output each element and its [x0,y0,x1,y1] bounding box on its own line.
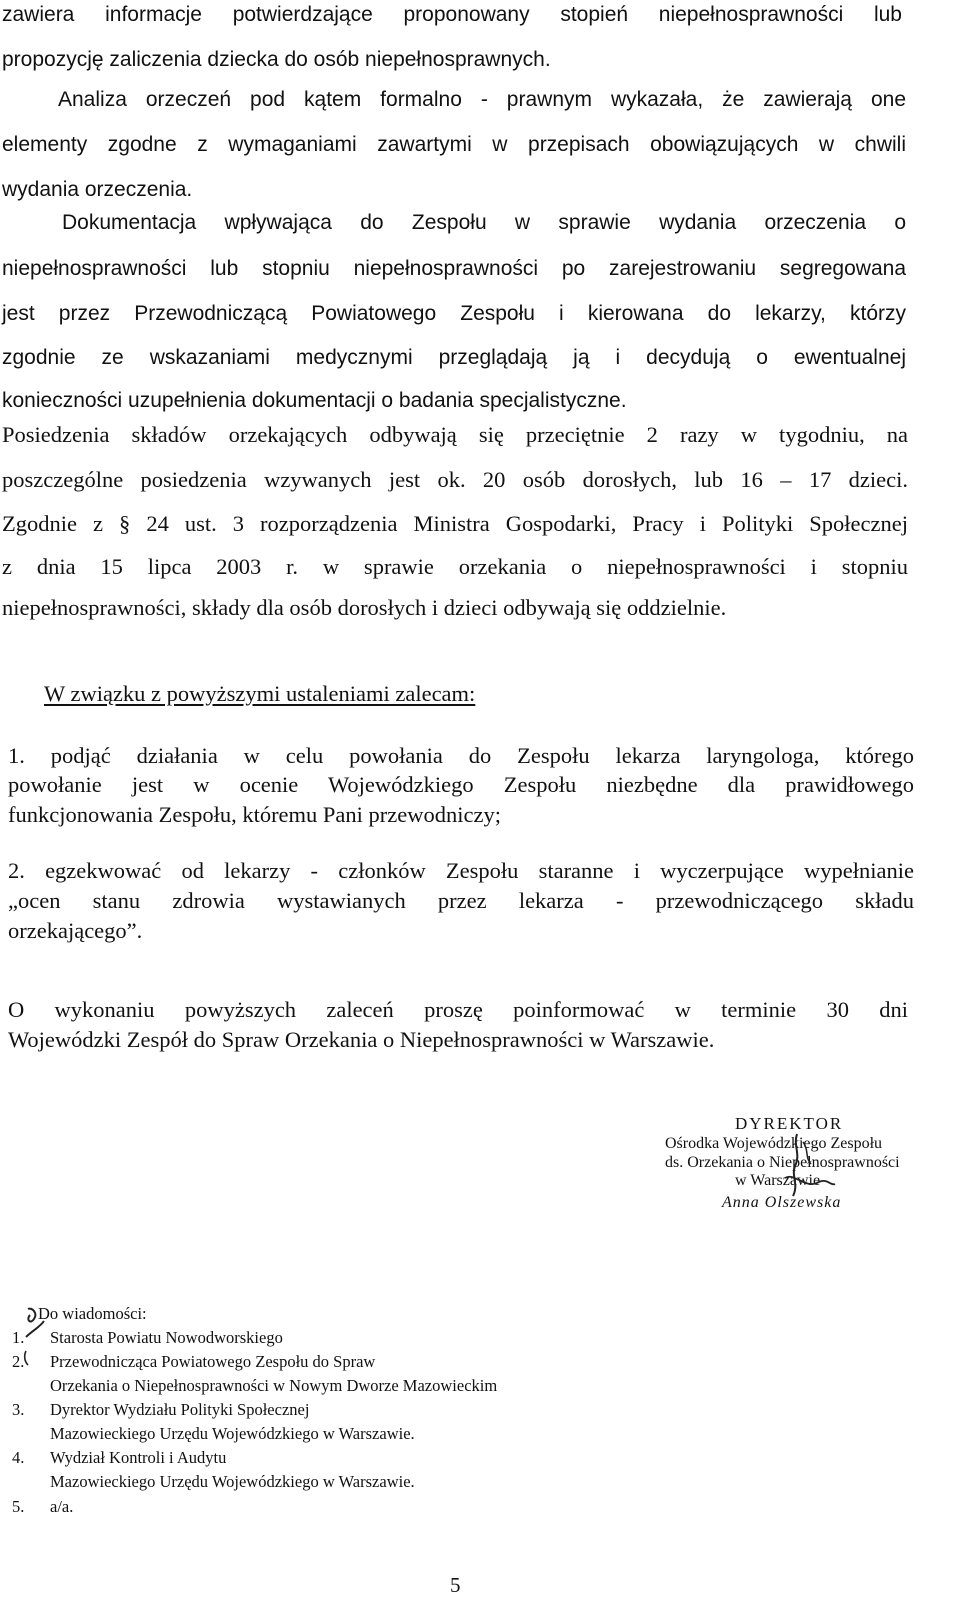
handwritten-signature [775,1132,837,1200]
distribution-item-4-line-1: Wydział Kontroli i Audytu [50,1448,227,1467]
distribution-item-4-line-2: Mazowieckiego Urzędu Wojewódzkiego w Warszawie. [50,1472,415,1491]
distribution-item-3-line-2: Mazowieckiego Urzędu Wojewódzkiego w Warszawie. [50,1424,415,1443]
body-line-11: Posiedzenia składów orzekających odbywają się przeciętnie 2 razy w tygodniu, na [2,422,908,447]
body-line-9: zgodnie ze wskazaniami medycznymi przeglądają ją i decydują o ewentualnej [2,346,906,369]
body-line-4: elementy zgodne z wymaganiami zawartymi w przepisach obowiązujących w chwili [2,133,906,156]
closing-line-1: O wykonaniu powyższych zaleceń proszę poinformować w terminie 30 dni [8,997,908,1022]
body-line-14: z dnia 15 lipca 2003 r. w sprawie orzekania o niepełnosprawności i stopniu [2,554,908,579]
distribution-item-2-number: 2. [12,1352,25,1371]
signature-line-1: Ośrodka Wojewódzkiego Zespołu [665,1135,883,1152]
distribution-item-1-number: 1. [12,1328,25,1347]
body-line-8: jest przez Przewodniczącą Powiatowego Zespołu i kierowana do lekarzy, którzy [2,302,906,325]
distribution-heading: Do wiadomości: [38,1304,147,1323]
page-number: 5 [450,1573,461,1597]
recommendations-heading: W związku z powyższymi ustaleniami zalecam: [44,681,476,706]
recommendation-2-line-2: „ocen stanu zdrowia wystawianych przez lekarza - przewodniczącego składu [8,888,914,913]
distribution-item-3-number: 3. [12,1400,25,1419]
distribution-item-5-number: 5. [12,1497,25,1516]
closing-line-2: Wojewódzki Zespół do Spraw Orzekania o Niepełnosprawności w Warszawie. [8,1027,715,1052]
distribution-item-4-number: 4. [12,1448,25,1467]
body-line-10: konieczności uzupełnienia dokumentacji o badania specjalistyczne. [2,389,627,412]
body-line-5: wydania orzeczenia. [2,178,193,201]
distribution-item-1-line-1: Starosta Powiatu Nowodworskiego [50,1328,283,1347]
signature-name: Anna Olszewska [722,1194,842,1211]
distribution-item-2-line-2: Orzekania o Niepełnosprawności w Nowym Dworze Mazowieckim [50,1376,498,1395]
signature-line-2: ds. Orzekania o Niepełnosprawności [665,1154,900,1171]
body-line-2: propozycję zaliczenia dziecka do osób niepełnosprawnych. [2,48,551,71]
body-line-15: niepełnosprawności, składy dla osób dorosłych i dzieci odbywają się oddzielnie. [2,595,727,620]
recommendation-1-line-1: 1. podjąć działania w celu powołania do Zespołu lekarza laryngologa, którego [8,743,914,768]
body-line-1: zawiera informacje potwierdzające proponowany stopień niepełnosprawności lub [2,3,902,26]
body-line-7: niepełnosprawności lub stopniu niepełnosprawności po zarejestrowaniu segregowana [2,257,906,280]
recommendation-2-line-3: orzekającego”. [8,918,143,943]
signature-line-3: w Warszawie [735,1172,821,1189]
body-line-13: Zgodnie z § 24 ust. 3 rozporządzenia Ministra Gospodarki, Pracy i Polityki Społecznej [2,511,908,536]
body-line-12: poszczególne posiedzenia wzywanych jest ok. 20 osób dorosłych, lub 16 – 17 dzieci. [2,467,908,492]
distribution-item-5-line-1: a/a. [50,1497,74,1516]
recommendation-1-line-2: powołanie jest w ocenie Wojewódzkiego Zespołu niezbędne dla prawidłowego [8,772,914,797]
body-line-3: Analiza orzeczeń pod kątem formalno - prawnym wykazała, że zawierają one [58,88,906,111]
signature-title: DYREKTOR [735,1114,844,1133]
distribution-item-3-line-1: Dyrektor Wydziału Polityki Społecznej [50,1400,310,1419]
distribution-item-2-line-1: Przewodnicząca Powiatowego Zespołu do Spraw [50,1352,376,1371]
recommendation-1-line-3: funkcjonowania Zespołu, któremu Pani przewodniczy; [8,802,501,827]
body-line-6: Dokumentacja wpływająca do Zespołu w sprawie wydania orzeczenia o [62,211,906,234]
recommendation-2-line-1: 2. egzekwować od lekarzy - członków Zespołu staranne i wyczerpujące wypełnianie [8,858,914,883]
